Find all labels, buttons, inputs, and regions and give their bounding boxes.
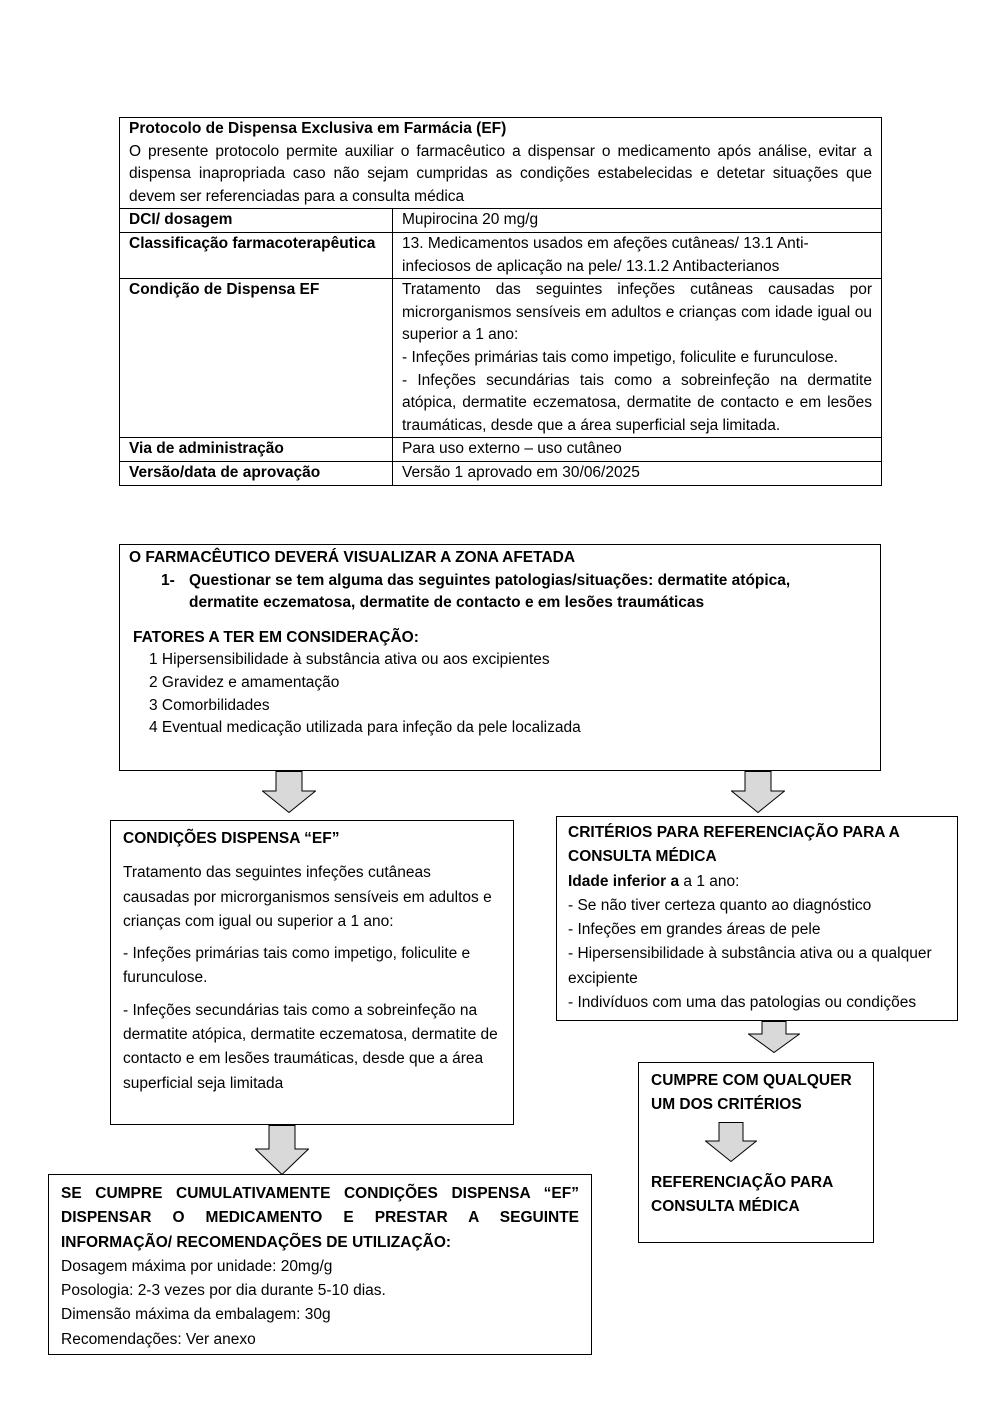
row-value: Versão 1 aprovado em 30/06/2025 — [393, 461, 882, 485]
list-item: - Hipersensibilidade à substância ativa ou a qualquer excipiente — [568, 945, 932, 987]
table-row — [120, 209, 882, 233]
row-label: Versão/data de aprovação — [120, 461, 393, 485]
row-value: Mupirocina 20 mg/g — [393, 209, 882, 233]
dispense-box — [48, 1174, 592, 1355]
referral-condition: CUMPRE COM QUALQUER UM DOS CRITÉRIOS — [651, 1072, 852, 1114]
referral-result-box — [638, 1062, 874, 1243]
factors-heading: FATORES A TER EM CONSIDERAÇÃO: — [133, 628, 419, 646]
conditions-box — [110, 820, 514, 1125]
step-number: 1- — [161, 571, 175, 589]
list-item: Dimensão máxima da embalagem: 30g — [61, 1306, 331, 1324]
age-criterion-bold: Idade inferior a — [568, 872, 680, 890]
list-item: Posologia: 2-3 vezes por dia durante 5-10 dias. — [61, 1282, 386, 1300]
referral-criteria-heading: CRITÉRIOS PARA REFERENCIAÇÃO PARA A CONSULTA MÉDICA — [568, 824, 900, 866]
list-item: Dosagem máxima por unidade: 20mg/g — [61, 1257, 333, 1275]
list-item: - Infeções em grandes áreas de pele — [568, 921, 821, 939]
protocol-header-cell — [120, 118, 882, 209]
dispense-heading: SE CUMPRE CUMULATIVAMENTE CONDIÇÕES DISPENSA “EF” DISPENSAR O MEDICAMENTO E PRESTAR A SEGUINTE INFORMAÇÃO/ RECOMENDAÇÕES DE UTILIZAÇÃO: — [61, 1185, 579, 1251]
list-item: 4 Eventual medicação utilizada para infeção da pele localizada — [149, 719, 581, 737]
assessment-step — [129, 570, 871, 615]
protocol-intro: O presente protocolo permite auxiliar o farmacêutico a dispensar o medicamento após análise, evitar a dispensa inapropriada caso não sejam cumpridas as condições estabelecidas e detetar situações que devem ser referenciadas para a consulta médica — [129, 142, 872, 205]
row-label: Via de administração — [120, 438, 393, 462]
down-arrow-icon — [705, 1122, 757, 1162]
assessment-heading: O FARMACÊUTICO DEVERÁ VISUALIZAR A ZONA AFETADA — [129, 549, 576, 566]
protocol-title: Protocolo de Dispensa Exclusiva em Farmácia (EF) — [129, 120, 507, 137]
conditions-paragraph: - Infeções primárias tais como impetigo, foliculite e furunculose. — [123, 945, 471, 987]
row-value: 13. Medicamentos usados em afeções cutâneas/ 13.1 Anti-infeciosos de aplicação na pele/ 13.1.2 Antibacterianos — [393, 232, 882, 278]
conditions-paragraph: - Infeções secundárias tais como a sobreinfeção na dermatite atópica, dermatite eczematosa, dermatite de contacto e em lesões traumáticas, desde que a área superficial seja limitada — [123, 1001, 498, 1092]
list-item: 3 Comorbilidades — [149, 696, 270, 714]
row-label: DCI/ dosagem — [120, 209, 393, 233]
row-value — [393, 279, 882, 438]
table-row — [120, 232, 882, 278]
condition-line: Tratamento das seguintes infeções cutâneas causadas por microrganismos sensíveis em adultos e crianças com idade igual ou superior a 1 ano: — [402, 281, 872, 344]
row-label: Classificação farmacoterapêutica — [120, 232, 393, 278]
down-arrow-icon — [748, 1021, 800, 1053]
table-row — [120, 438, 882, 462]
assessment-box — [119, 544, 881, 771]
table-row — [120, 461, 882, 485]
down-arrow-icon — [262, 771, 316, 813]
condition-line: - Infeções secundárias tais como a sobreinfeção na dermatite atópica, dermatite eczematosa, dermatite de contacto e em lesões traumáticas, desde que a área superficial seja limitada. — [402, 371, 872, 434]
row-label: Condição de Dispensa EF — [120, 279, 393, 438]
referral-outcome: REFERENCIAÇÃO PARA CONSULTA MÉDICA — [651, 1173, 833, 1215]
condition-line: - Infeções primárias tais como impetigo, foliculite e furunculose. — [402, 348, 838, 366]
age-criterion — [568, 870, 946, 894]
list-item: 2 Gravidez e amamentação — [149, 673, 340, 691]
factors-list — [129, 649, 871, 739]
table-row — [120, 279, 882, 438]
down-arrow-icon — [731, 771, 785, 813]
list-item: - Indivíduos com uma das patologias ou condições — [568, 994, 917, 1012]
age-criterion-rest: a 1 ano: — [679, 872, 740, 890]
referral-criteria-box — [556, 816, 958, 1021]
list-item: - Se não tiver certeza quanto ao diagnóstico — [568, 896, 872, 914]
conditions-paragraph: Tratamento das seguintes infeções cutâneas causadas por microrganismos sensíveis em adultos e crianças com igual ou superior a 1 ano: — [123, 864, 492, 930]
conditions-heading: CONDIÇÕES DISPENSA “EF” — [123, 830, 340, 847]
list-item: 1 Hipersensibilidade à substância ativa ou aos excipientes — [149, 651, 550, 669]
step-text: Questionar se tem alguma das seguintes patologias/situações: dermatite atópica, dermatite eczematosa, dermatite de contacto e em lesões traumáticas — [189, 571, 791, 612]
list-item: Recomendações: Ver anexo — [61, 1330, 256, 1348]
down-arrow-icon — [255, 1125, 309, 1175]
row-value: Para uso externo – uso cutâneo — [393, 438, 882, 462]
protocol-table — [119, 117, 882, 486]
